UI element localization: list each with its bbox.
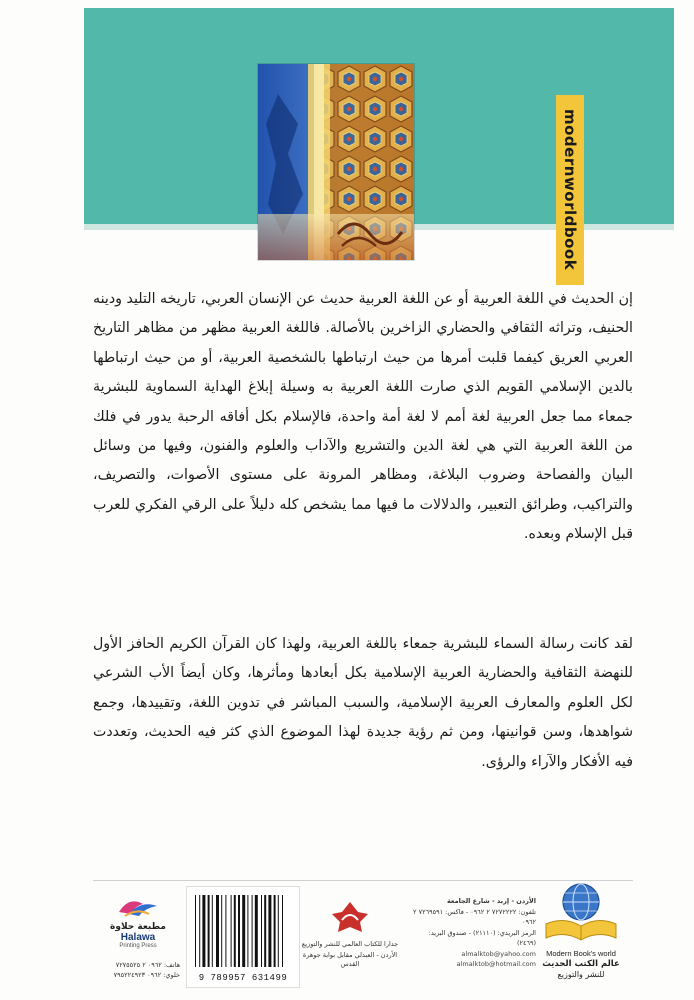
barcode-bar <box>252 895 253 967</box>
distributor-emblem-icon <box>330 900 370 934</box>
barcode-bar <box>234 895 236 967</box>
barcode-bar <box>199 895 200 967</box>
barcode-bar <box>247 895 248 967</box>
publisher-postal: الرمز البريدي: (٢١١١٠) - صندوق البريد: (٢٤٦٩) <box>428 928 536 947</box>
description-paragraph-2: لقد كانت رسالة السماء للبشرية جمعاء باللغة العربية، ولهذا كان القرآن الكريم الحافز الأول للنهضة الثقافية والحضارية العربية الإسلامية بكل أبعادها ومأثرها، وكان أيضاً الأب الشرعي لكل العلوم والمعارف العربية الإسلامية، والسبب المباشر في تدوين اللغة، وتقييدها، وجمع شواهدها، وسن قوانينها، ومن ثم رؤية جديدة لهذا الموضوع الذي كثر فيه الحديث، وتعددت فيه الأفكار والآراء والرؤى. <box>93 636 633 770</box>
barcode-bar <box>212 895 213 967</box>
barcode-bar <box>278 895 279 967</box>
barcode-bar <box>242 895 245 967</box>
publisher-name-ar: عالم الكتب الحديث <box>542 959 620 969</box>
barcode-bar <box>216 895 219 967</box>
printer-subtitle: Printing Press <box>119 943 157 949</box>
barcode-bar <box>208 895 210 967</box>
distributor-address: الأردن - العبدلي مقابل بوابة جوهرة القدس <box>302 951 398 968</box>
publisher-name-en: Modern Book's world <box>546 949 616 958</box>
printer-name-ar: مطبعة حلاوة <box>110 922 166 932</box>
publisher-phone: تلفون: ٧٢٧٢٢٢٢ ٢ ٠٩٦٢ - فاكس: ٧٢٦٩٥٩١ ٢ ٠٩٦٢ <box>413 907 536 926</box>
barcode-bar <box>231 895 232 967</box>
printer-mobile-label: خلوي <box>165 971 180 979</box>
distributor-name: جدارا للكتاب العالمي للنشر والتوزيع <box>301 940 399 948</box>
printer-phone: ٠٩٦٢ ٢ ٧٢٧٥٥٢٥ <box>115 961 162 969</box>
barcode-bar <box>225 895 226 967</box>
publisher-logo <box>538 880 624 988</box>
distributor-logo <box>300 900 400 980</box>
printer-mobile: ٠٩٦٢ ٧٩٥٢٢٤٩٢٣ <box>113 971 162 979</box>
barcode-bar <box>238 895 240 967</box>
barcode-bar <box>264 895 266 967</box>
barcode-bar <box>268 895 271 967</box>
cover-artwork <box>258 64 414 260</box>
publisher-address: الأردن - إربد - شارع الجامعة <box>446 897 536 905</box>
barcode-bars <box>187 891 299 971</box>
geometric-pattern-art <box>258 64 414 260</box>
publisher-contact <box>412 896 536 986</box>
publisher-email-1[interactable]: almalktob@yahoo.com <box>461 949 536 958</box>
isbn-barcode <box>186 886 300 988</box>
publisher-globe-book-icon <box>538 880 624 944</box>
barcode-number: 9 789957 631499 <box>198 973 288 983</box>
barcode-bar <box>255 895 258 967</box>
publisher-tagline: للنشر والتوزيع <box>557 970 605 979</box>
barcode-bar <box>202 895 205 967</box>
barcode-bar <box>221 895 222 967</box>
barcode-bar <box>282 895 283 967</box>
description-paragraph-1: إن الحديث في اللغة العربية أو عن اللغة العربية حديث عن الإنسان العربي، تاريخه التليد ودينه الحنيف، وتراثه الثقافي والحضاري الزاخرين بالأصالة. فاللغة العربية مظهر من مظاهر التاريخ العربي العريق كيفما قلبت أمرها من حيث ارتباطها بالشخصية العربية، أو من حيث ارتباطها بالدين الإسلامي القويم الذي صارت اللغة العربية به وسيلة إبلاغ الهداية السماوية للبشرية جمعاء مما جعل العربية لغة أمم لا لغة أمة واحدة، فالإسلام بكل أفاقه الرحبة يدور في فلك من اللغة العربية التي هي لغة الدين والتشريع والآداب والعلوم والفنون، وفيها من وسائل البيان والفصاحة وضروب البلاغة، ومظاهر المرونة على مستوى الأصوات، والتصريف، والتراكيب، وطرائق التعبير، والدلالات ما فيها مما يشخص كله دليلاً على الرقي الفكري للعرب قبل الإسلام وبعده. <box>93 291 633 543</box>
publisher-email-2[interactable]: almalktob@hotmail.com <box>456 960 536 968</box>
side-brand-tab <box>556 95 584 285</box>
barcode-bar <box>274 895 276 967</box>
printer-phone-label: هاتف <box>166 961 180 969</box>
printer-name-en: Halawa <box>120 932 156 943</box>
barcode-bar <box>195 895 196 967</box>
barcode-bar <box>261 895 262 967</box>
printer-bird-icon <box>115 894 161 920</box>
printer-phones: هاتف: ٠٩٦٢ ٢ ٧٢٧٥٥٢٥ خلوي: ٠٩٦٢ ٧٩٥٢٢٤٩٢٣ <box>113 961 180 979</box>
side-brand-label: modernworldbook <box>561 109 579 271</box>
